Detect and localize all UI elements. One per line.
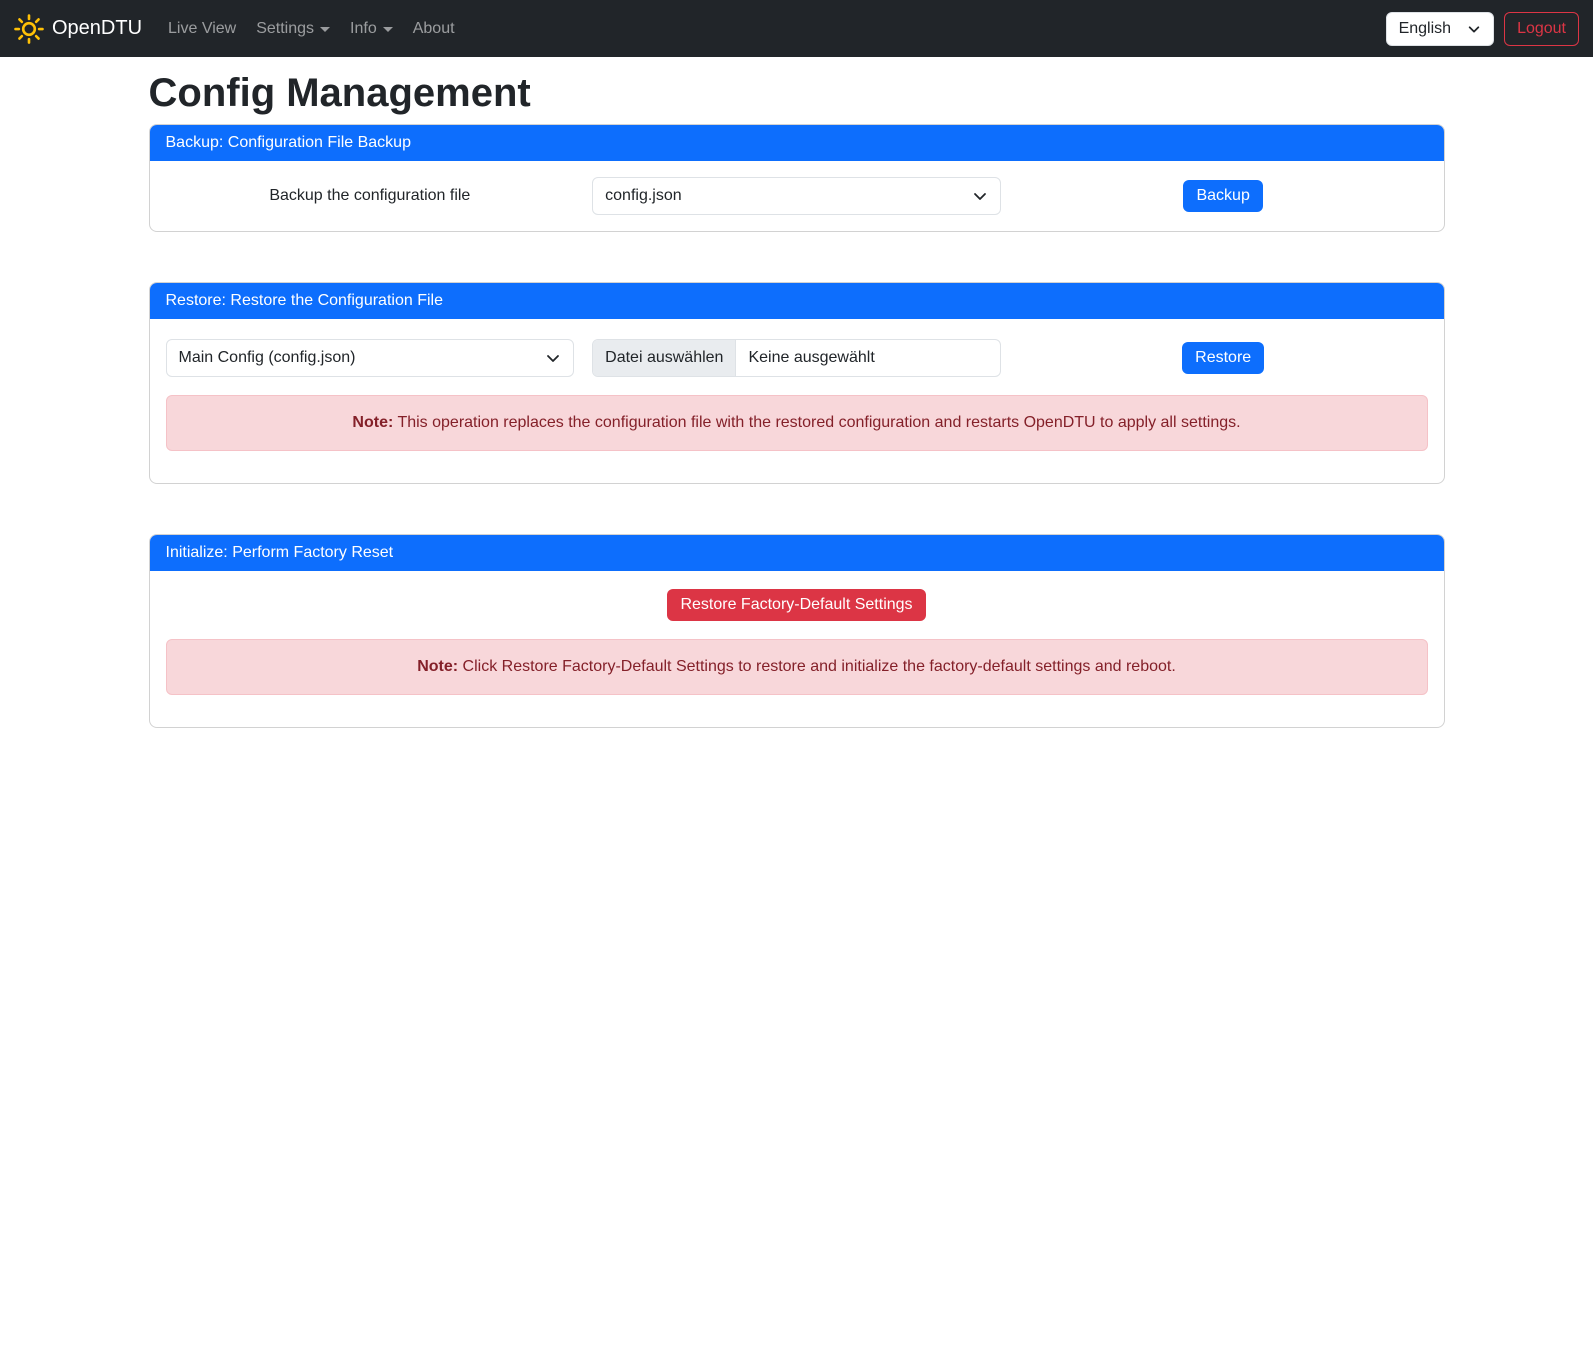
restore-config-select-value: Main Config (config.json)	[178, 349, 356, 366]
page-title: Config Management	[148, 71, 531, 115]
restore-card-header: Restore: Restore the Configuration File	[150, 283, 1444, 319]
factory-reset-card-body	[150, 571, 1444, 727]
factory-reset-card	[149, 534, 1445, 728]
chevron-down-icon	[972, 188, 988, 209]
choose-file-button[interactable]: Datei auswählen	[593, 340, 736, 376]
nav-item-info-label: Info	[350, 19, 377, 37]
nav-item-about-label: About	[412, 19, 455, 37]
nav-item-live-view[interactable]	[160, 12, 244, 46]
restore-card-body	[150, 319, 1444, 483]
note-label: Note:	[352, 414, 394, 431]
nav-item-settings[interactable]	[248, 12, 338, 46]
factory-reset-card-header: Initialize: Perform Factory Reset	[150, 535, 1444, 571]
restore-note-alert	[166, 395, 1428, 451]
backup-file-select-value: config.json	[605, 187, 682, 204]
restore-file-input[interactable]	[592, 339, 1001, 377]
brand-link[interactable]	[14, 14, 142, 44]
backup-card-body	[150, 161, 1444, 231]
nav-item-live-view-label: Live View	[168, 19, 237, 37]
main-content	[137, 71, 1457, 728]
language-select[interactable]	[1386, 12, 1494, 46]
navbar-right	[1386, 12, 1579, 46]
backup-file-select[interactable]	[592, 177, 1001, 215]
factory-reset-note-alert	[166, 639, 1428, 695]
caret-down-icon	[383, 27, 393, 32]
note-label: Note:	[417, 658, 459, 675]
restore-config-select[interactable]	[166, 339, 575, 377]
nav-links	[160, 12, 463, 46]
nav-item-about[interactable]	[405, 12, 463, 46]
logout-button[interactable]: Logout	[1504, 12, 1579, 46]
chevron-down-icon	[1467, 22, 1481, 36]
backup-file-label: Backup the configuration file	[269, 187, 471, 204]
nav-item-info[interactable]	[342, 12, 401, 46]
restore-card	[149, 282, 1445, 484]
file-status-text: Keine ausgewählt	[748, 349, 875, 366]
brand-label: OpenDTU	[52, 17, 143, 39]
backup-card-header: Backup: Configuration File Backup	[150, 125, 1444, 161]
backup-card	[149, 124, 1445, 232]
note-text: This operation replaces the configuration file with the restored configuration and restarts OpenDTU to apply all settings.	[397, 414, 1241, 431]
chevron-down-icon	[545, 350, 561, 371]
language-select-value: English	[1398, 19, 1452, 37]
note-text: Click Restore Factory-Default Settings to restore and initialize the factory-default settings and reboot.	[462, 658, 1176, 675]
backup-button[interactable]: Backup	[1183, 180, 1262, 212]
restore-button[interactable]: Restore	[1182, 342, 1264, 374]
navbar	[0, 0, 1593, 57]
caret-down-icon	[320, 27, 330, 32]
factory-reset-button[interactable]: Restore Factory-Default Settings	[667, 589, 925, 621]
sun-icon	[14, 14, 44, 44]
nav-item-settings-label: Settings	[256, 19, 315, 37]
